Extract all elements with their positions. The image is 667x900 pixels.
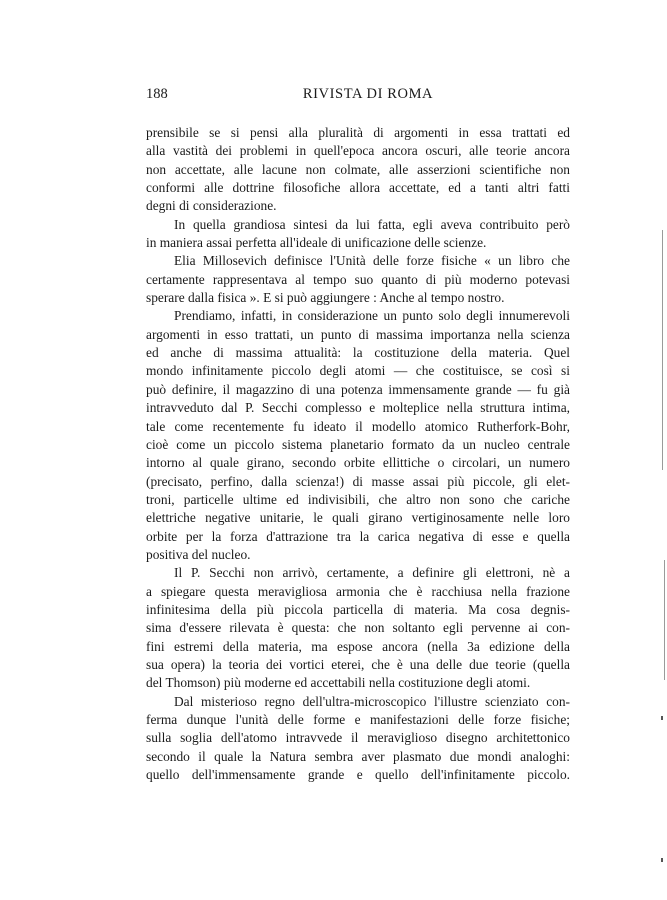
text-line: mondo infinitamente piccolo degli atomi — che costituisce, se così si (146, 363, 570, 379)
text-line: sima d'essere rilevata è questa: che non soltanto egli pervenne ai con- (146, 620, 570, 636)
text-line: intorno al quale girano, secondo orbite ellittiche o circolari, un numero (146, 455, 570, 471)
running-title: RIVISTA DI ROMA (302, 86, 434, 102)
scan-speck (661, 858, 663, 862)
text-line: prensibile se si pensi alla pluralità di argomenti in essa trattati ed (146, 125, 570, 140)
text-line: sulla soglia dell'atomo intravvede il meraviglioso disegno architettonico (146, 730, 570, 746)
text-line: orbite per la forza d'attrazione tra la carica negativa di esse e quella (146, 528, 570, 544)
text-line: può definire, il magazzino di una potenza immensamente grande — fu già (146, 381, 570, 397)
text-line: cioè come un piccolo sistema planetario formato da un nucleo centrale (146, 436, 570, 452)
text-line: sperare dalla fisica ». E si può aggiungere : Anche al tempo nostro. (146, 290, 505, 306)
text-line: argomenti in esso trattati, un punto di massima importanza nella scienza (146, 326, 570, 342)
text-line: (precisato, perfino, dalla scienza!) di masse assai più piccole, gli elet- (146, 473, 570, 489)
text-line: fini estremi della materia, ma espose ancora (nella 3a edizione della (146, 638, 570, 654)
text-line: a spiegare questa meravigliosa armonia che è racchiusa nella frazione (146, 583, 570, 599)
text-line: troni, particelle ultime ed indivisibili, che altro non sono che cariche (146, 491, 570, 507)
page-number: 188 (146, 86, 168, 102)
text-line: ferma dunque l'unità delle forme e manifestazioni delle forze fisiche; (146, 712, 570, 727)
text-line: Prendiamo, infatti, in considerazione un punto solo degli innumerevoli (174, 308, 570, 324)
text-line: elettriche negative unitarie, le quali girano vertiginosamente nelle loro (146, 510, 570, 526)
text-line: conformi alle dottrine filosofiche allora accettate, ed a tanti altri fatti (146, 180, 570, 196)
page-edge-mark (662, 230, 663, 470)
text-line: alla vastità dei problemi in quell'epoca ancora oscuri, alle teorie ancora (146, 143, 570, 159)
text-line: sua opera) la teoria dei vortici eterei, che è una delle due teorie (quella (146, 656, 570, 672)
text-line: tale come recentemente fu ideato il modello atomico Rutherfork-Bohr, (146, 418, 570, 434)
text-line: ed anche di massima attualità: la costituzione della materia. Quel (146, 345, 570, 361)
text-line: Il P. Secchi non arrivò, certamente, a definire gli elettroni, nè a (174, 565, 570, 581)
text-line: degni di considerazione. (146, 198, 277, 214)
text-line: positiva del nucleo. (146, 546, 251, 562)
page-edge-mark (664, 560, 665, 680)
text-line: In quella grandiosa sintesi da lui fatta, egli aveva contribuito però (174, 216, 570, 232)
text-line: del Thomson) più moderne ed accettabili nella costituzione degli atomi. (146, 675, 531, 691)
text-line: secondo il quale la Natura sembra aver plasmato due mondi analoghi: (146, 748, 570, 764)
text-line: infinitesima della più piccola particella di materia. Ma cosa degnis- (146, 601, 570, 617)
text-line: certamente rappresentava al tempo suo quanto di più moderno potevasi (146, 271, 570, 287)
text-line: non accettate, alle lacune non colmate, alle asserzioni scientifiche non (146, 161, 570, 177)
text-line: quello dell'immensamente grande e quello dell'infinitamente piccolo. (146, 767, 570, 783)
text-line: Dal misterioso regno dell'ultra-microscopico l'illustre scienziato con- (174, 693, 570, 709)
body-text (146, 124, 570, 784)
page-header (146, 86, 578, 108)
scan-speck (661, 716, 663, 720)
text-line: in maniera assai perfetta all'ideale di unificazione delle scienze. (146, 235, 487, 251)
text-line: intravveduto dal P. Secchi complesso e molteplice nella struttura intima, (146, 400, 570, 416)
text-line: Elia Millosevich definisce l'Unità delle forze fisiche « un libro che (174, 253, 570, 269)
